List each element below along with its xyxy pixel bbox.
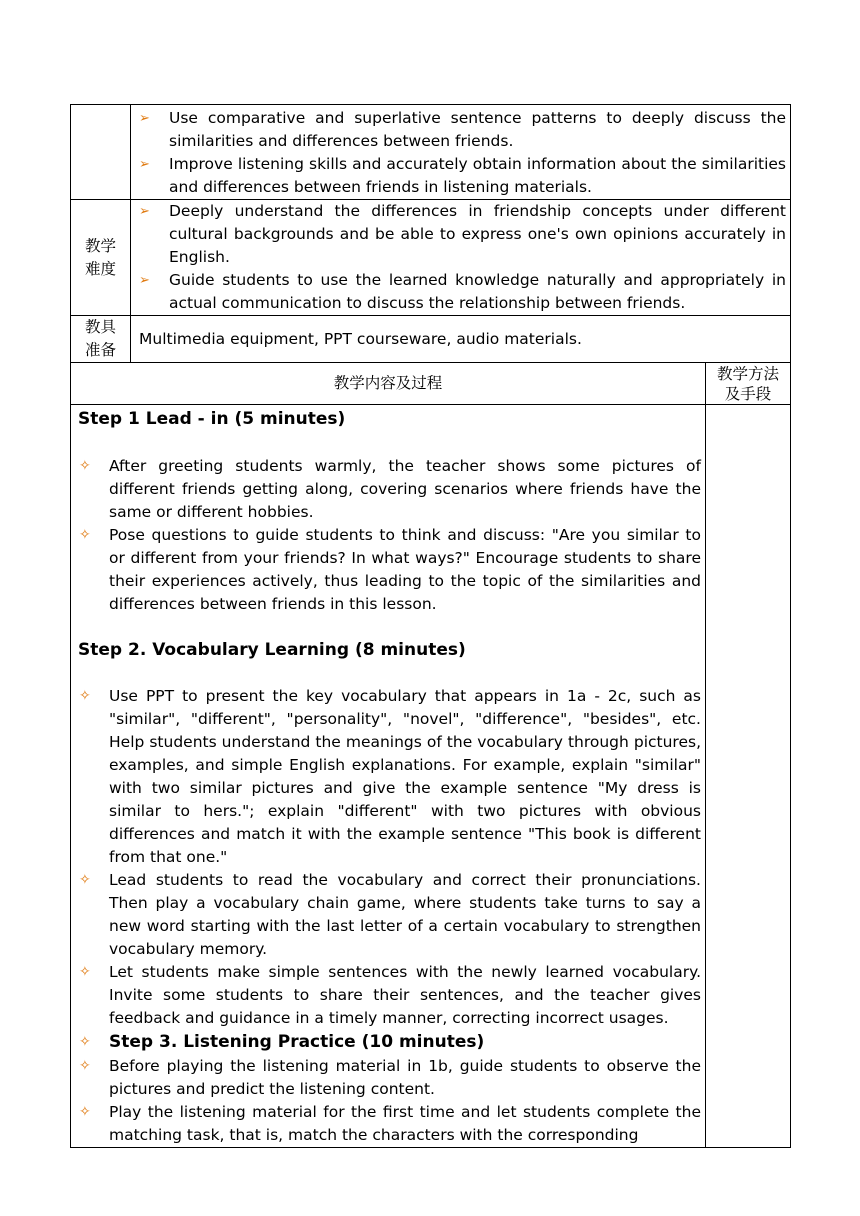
- method-cell: [706, 405, 791, 1148]
- difficulty-item: ➢ Guide students to use the learned knowledge naturally and appropriately in actual communication to discuss the relationship between friends.: [139, 271, 787, 312]
- step3-item: ✧ Play the listening material for the first time and let students complete the matching task, that is, match the characters with the corresponding: [79, 1103, 701, 1144]
- process-body-cell: [71, 405, 706, 1148]
- prep-row: [71, 316, 791, 363]
- method-header: 教学方法 及手段: [706, 363, 791, 405]
- lesson-plan-table: [70, 104, 791, 1148]
- difficulty-item: ➢ Deeply understand the differences in friendship concepts under different cultural backgrounds and be able to express one's own opinions accurately in English.: [139, 202, 787, 266]
- diamond-bullet-icon: ✧: [79, 872, 91, 888]
- difficulty-label: 教学 难度: [71, 200, 131, 316]
- difficulty-row: [71, 200, 791, 316]
- objectives-row: [71, 105, 791, 200]
- arrow-bullet-icon: ➢: [139, 273, 150, 288]
- difficulty-cell: [131, 200, 791, 316]
- arrow-bullet-icon: ➢: [139, 204, 150, 219]
- objectives-label-cell: [71, 105, 131, 200]
- step2-item: ✧ Lead students to read the vocabulary and correct their pronunciations. Then play a vocabulary chain game, where students take turns to say a new word starting with the last letter of a certain vocabulary to strengthen vocabulary memory.: [79, 871, 701, 958]
- arrow-bullet-icon: ➢: [139, 111, 150, 126]
- diamond-bullet-icon: ✧: [79, 964, 91, 980]
- diamond-bullet-icon: ✧: [79, 688, 91, 704]
- step3-item: ✧ Before playing the listening material in 1b, guide students to observe the pictures and predict the listening content.: [79, 1057, 701, 1098]
- process-content-header: 教学内容及过程: [71, 363, 706, 405]
- arrow-bullet-icon: ➢: [139, 157, 150, 172]
- step2-item: ✧ Let students make simple sentences with the newly learned vocabulary. Invite some students to share their sentences, and the teacher gives feedback and guidance in a timely manner, correcting incorrect usages.: [79, 963, 701, 1027]
- step1-item: ✧ After greeting students warmly, the teacher shows some pictures of different friends getting along, covering scenarios where friends have the same or different hobbies.: [79, 457, 701, 521]
- process-header-row: [71, 363, 791, 405]
- prep-cell: Multimedia equipment, PPT courseware, audio materials.: [131, 316, 791, 363]
- objective-item: ➢ Use comparative and superlative sentence patterns to deeply discuss the similarities and differences between friends.: [139, 109, 787, 150]
- objective-item: ➢ Improve listening skills and accurately obtain information about the similarities and differences between friends in listening materials.: [139, 155, 787, 196]
- diamond-bullet-icon: ✧: [79, 1058, 91, 1074]
- objectives-cell: [131, 105, 791, 200]
- diamond-bullet-icon: ✧: [79, 458, 91, 474]
- step2-item: ✧ Use PPT to present the key vocabulary that appears in 1a - 2c, such as "similar", "different", "personality", "novel", "difference", "besides", etc. Help students understand the meanings of the vocabulary through pictures, examples, and simple English explanations. For example, explain "similar" with two similar pictures and give the example sentence "My dress is similar to hers."; explain "different" with two pictures with obvious differences and match it with the example sentence "This book is different from that one.": [79, 687, 701, 866]
- step2-title: Step 2. Vocabulary Learning (8 minutes): [78, 640, 466, 660]
- diamond-bullet-icon: ✧: [79, 1104, 91, 1120]
- step1-item: ✧ Pose questions to guide students to think and discuss: "Are you similar to or different from your friends? In what ways?" Encourage students to share their experiences actively, thus leading to the topic of the similarities and differences between friends in this lesson.: [79, 526, 701, 613]
- step3-title: Step 3. Listening Practice (10 minutes): [109, 1032, 485, 1052]
- diamond-bullet-icon: ✧: [79, 1034, 91, 1050]
- prep-label: 教具 准备: [71, 316, 131, 363]
- step3-title-item: [71, 1030, 705, 1055]
- process-body-row: [71, 405, 791, 1148]
- step1-title: Step 1 Lead - in (5 minutes): [78, 409, 346, 429]
- diamond-bullet-icon: ✧: [79, 527, 91, 543]
